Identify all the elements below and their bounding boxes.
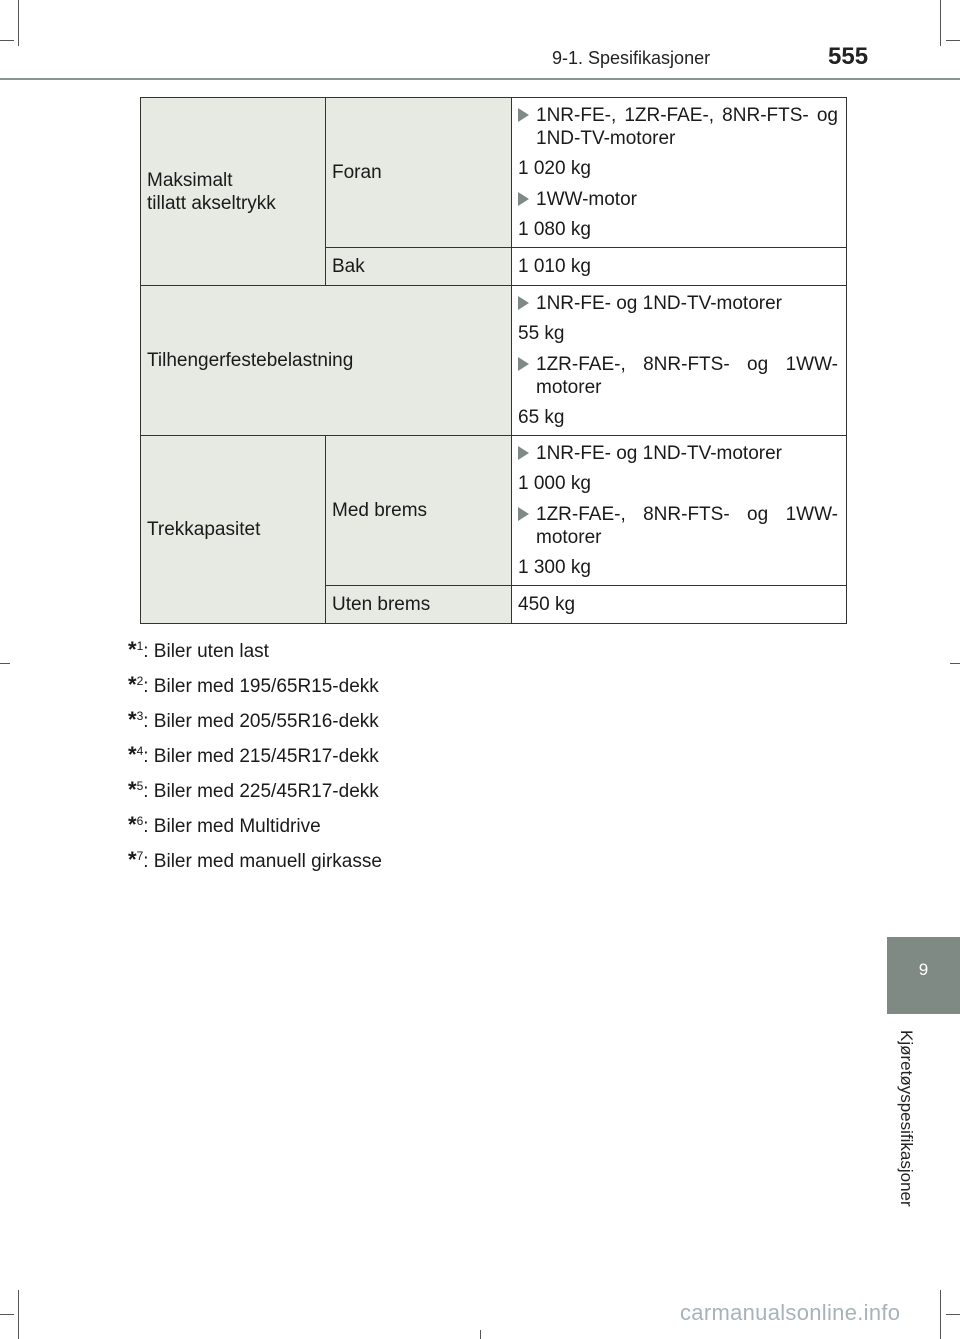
weight-value: 1 000 kg xyxy=(518,473,591,494)
braked-label: Med brems xyxy=(326,436,512,586)
crop-mark xyxy=(950,663,960,664)
crop-mark xyxy=(480,1330,481,1339)
footnotes xyxy=(128,632,382,877)
list-item: 1ZR-FAE-, 8NR-FTS- og 1WW-motorer xyxy=(518,353,838,399)
crop-mark xyxy=(18,1290,19,1339)
list-item: 1NR-FE- og 1ND-TV-motorer xyxy=(518,442,838,465)
footnote: *$^6$: Biler med Multidrive xyxy=(128,812,321,837)
crop-mark xyxy=(0,663,10,664)
triangle-bullet-icon xyxy=(518,446,529,460)
chapter-tab[interactable] xyxy=(887,937,960,1014)
weight-value: 65 kg xyxy=(518,407,565,428)
list-item: 1ZR-FAE-, 8NR-FTS- og 1WW-motorer xyxy=(518,503,838,549)
list-item: 1NR-FE-, 1ZR-FAE-, 8NR-FTS- og 1ND-TV-motorer xyxy=(518,104,838,150)
weight-value: 55 kg xyxy=(518,323,565,344)
weight-value: 1 300 kg xyxy=(518,557,591,578)
footnote: *$^5$: Biler med 225/45R17-dekk xyxy=(128,777,379,802)
table-row xyxy=(141,286,847,436)
towing-label: Trekkapasitet xyxy=(141,436,326,624)
crop-mark xyxy=(946,40,960,41)
list-item: 1NR-FE- og 1ND-TV-motorer xyxy=(518,292,838,315)
crop-mark xyxy=(18,0,19,46)
triangle-bullet-icon xyxy=(518,296,529,310)
crop-mark xyxy=(0,1314,14,1315)
front-label: Foran xyxy=(326,98,512,248)
triangle-bullet-icon xyxy=(518,507,529,521)
axle-load-label: Maksimalt tillatt akseltrykk xyxy=(141,98,326,286)
crop-mark xyxy=(940,1290,941,1339)
crop-mark xyxy=(0,40,14,41)
page-number: 555 xyxy=(828,43,869,70)
footnote: *$^7$: Biler med manuell girkasse xyxy=(128,847,382,872)
chapter-number: 9 xyxy=(918,960,929,979)
watermark: carmanualsonline.info xyxy=(680,1300,901,1325)
hitch-load-values xyxy=(512,286,847,436)
list-item: 1WW-motor xyxy=(518,188,838,211)
section-title: 9-1. Spesifikasjoner xyxy=(552,48,711,68)
weight-value: 1 020 kg xyxy=(518,158,591,179)
triangle-bullet-icon xyxy=(518,108,529,122)
chapter-label: Kjøretøyspesifikasjoner xyxy=(897,1030,916,1207)
unbraked-label: Uten brems xyxy=(326,586,512,624)
front-values xyxy=(512,98,847,248)
footnote: *$^3$: Biler med 205/55R16-dekk xyxy=(128,707,379,732)
footnote: *$^4$: Biler med 215/45R17-dekk xyxy=(128,742,379,767)
footnote: *$^2$: Biler med 195/65R15-dekk xyxy=(128,672,379,697)
footnote: *$^1$: Biler uten last xyxy=(128,637,269,662)
weight-value: 1 080 kg xyxy=(518,219,591,240)
unbraked-value: 450 kg xyxy=(512,586,847,624)
triangle-bullet-icon xyxy=(518,192,529,206)
triangle-bullet-icon xyxy=(518,357,529,371)
rear-value: 1 010 kg xyxy=(512,248,847,286)
header-rule xyxy=(0,78,960,80)
spec-table xyxy=(140,97,847,624)
crop-mark xyxy=(940,0,941,46)
table-row xyxy=(141,436,847,586)
hitch-load-label: Tilhengerfestebelastning xyxy=(141,286,512,436)
rear-label: Bak xyxy=(326,248,512,286)
table-row xyxy=(141,98,847,248)
crop-mark xyxy=(946,1314,960,1315)
braked-values xyxy=(512,436,847,586)
